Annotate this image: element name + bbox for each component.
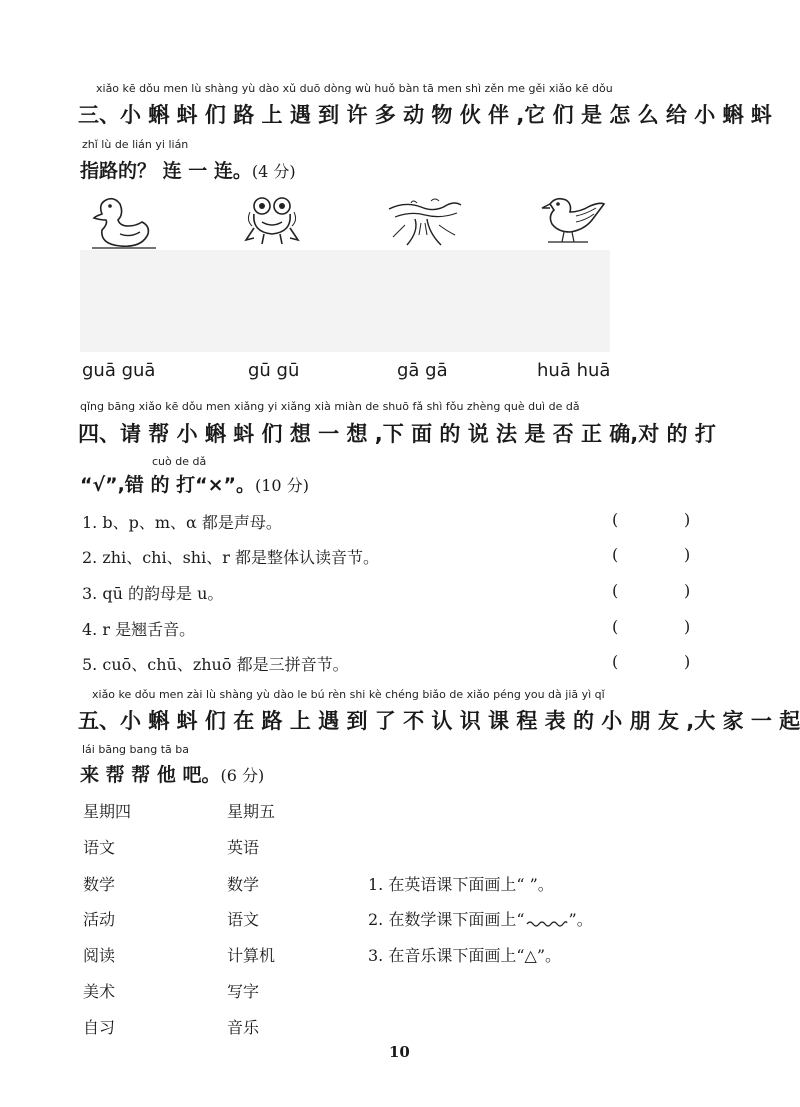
task-2-text: 2. 在数学课下面画上“ [368, 910, 525, 929]
sound-label-1[interactable]: guā guā [82, 360, 156, 381]
schedule-thu-item[interactable]: 活动 [83, 910, 116, 929]
judge-item-5: 5. cuō、chū、zhuō 都是三拼音节。 [82, 655, 349, 674]
s4-title-text: “√”,错 的 打“×”。 [80, 474, 255, 496]
stream-icon[interactable] [385, 195, 465, 249]
paren-open: ( [612, 581, 619, 600]
s3-score: (4 分) [251, 162, 296, 181]
paren-open: ( [612, 617, 619, 636]
page-number: 10 [389, 1043, 410, 1061]
schedule-fri-item[interactable]: 音乐 [227, 1018, 260, 1037]
schedule-thu-item[interactable]: 数学 [83, 875, 116, 894]
schedule-fri-item[interactable]: 英语 [227, 838, 260, 857]
task-1: 1. 在英语课下面画上“ ”。 [368, 875, 554, 894]
paren-close: ) [684, 545, 691, 564]
paren-open: ( [612, 510, 619, 529]
s5-title-text: 来 帮 帮 他 吧。 [80, 764, 221, 786]
s5-score: (6 分) [220, 766, 265, 785]
s5-title-line2 [80, 760, 264, 787]
s3-title-line2 [80, 156, 296, 183]
task-3: 3. 在音乐课下面画上“△”。 [368, 946, 562, 965]
task-2 [368, 907, 593, 930]
s4-title-line1: 四、请 帮 小 蝌 蚪 们 想 一 想 ,下 面 的 说 法 是 否 正 确,对 的 打 [78, 422, 716, 446]
sound-label-4[interactable]: huā huā [537, 360, 611, 381]
s4-score: (10 分) [255, 476, 309, 495]
s5-pinyin-line2: lái bāng bang tā ba [82, 743, 189, 756]
paren-open: ( [612, 652, 619, 671]
s4-pinyin-line2: cuò de dǎ [152, 455, 207, 468]
paren-close: ) [684, 652, 691, 671]
schedule-thu-item[interactable]: 美术 [83, 982, 116, 1001]
sound-label-2[interactable]: gū gū [248, 360, 300, 381]
judge-item-2: 2. zhi、chi、shi、r 都是整体认读音节。 [82, 548, 379, 567]
schedule-thu-item[interactable]: 阅读 [83, 946, 116, 965]
matching-area [80, 250, 610, 352]
frog-icon[interactable] [242, 192, 304, 248]
schedule-fri-item[interactable]: 计算机 [227, 946, 276, 965]
s3-pinyin-line2: zhǐ lù de lián yi lián [82, 138, 189, 151]
s4-pinyin-line1: qǐng bāng xiǎo kē dǒu men xiǎng yi xiǎng xià miàn de shuō fǎ shì fǒu zhèng què duì de dǎ [80, 400, 580, 413]
bird-icon[interactable] [540, 192, 606, 248]
schedule-fri-item[interactable]: 写字 [227, 982, 260, 1001]
wavy-line-icon [525, 914, 569, 928]
schedule-fri-header: 星期五 [227, 802, 276, 821]
s3-title-line1: 三、小 蝌 蚪 们 路 上 遇 到 许 多 动 物 伙 伴 ,它 们 是 怎 么 给 小 蝌 蚪 [78, 103, 772, 127]
schedule-fri-item[interactable]: 语文 [227, 910, 260, 929]
schedule-thu-header: 星期四 [83, 802, 132, 821]
schedule-thu-item[interactable]: 语文 [83, 838, 116, 857]
s5-title-line1: 五、小 蝌 蚪 们 在 路 上 遇 到 了 不 认 识 课 程 表 的 小 朋 友 ,大 家 一 起 [78, 709, 800, 733]
judge-item-1: 1. b、p、m、α 都是声母。 [82, 513, 282, 532]
s4-title-line2 [80, 470, 309, 497]
paren-close: ) [684, 510, 691, 529]
judge-item-4: 4. r 是翘舌音。 [82, 620, 196, 639]
s5-pinyin-line1: xiǎo ke dǒu men zài lù shàng yù dào le bú rèn shi kè chéng biǎo de xiǎo péng you dà jiā yì qǐ [92, 688, 605, 701]
task-2-end: ”。 [568, 910, 593, 929]
sound-label-3[interactable]: gā gā [397, 360, 448, 381]
judge-item-3: 3. qū 的韵母是 u。 [82, 584, 224, 603]
paren-close: ) [684, 581, 691, 600]
paren-open: ( [612, 545, 619, 564]
paren-close: ) [684, 617, 691, 636]
s3-title-text: 指路的？ 连 一 连。 [80, 160, 252, 182]
duck-icon[interactable] [90, 192, 160, 252]
s3-pinyin-line1: xiǎo kē dǒu men lù shàng yù dào xǔ duō dòng wù huǒ bàn tā men shì zěn me gěi xiǎo kē dǒu [96, 82, 613, 95]
schedule-thu-item[interactable]: 自习 [83, 1018, 116, 1037]
schedule-fri-item[interactable]: 数学 [227, 875, 260, 894]
